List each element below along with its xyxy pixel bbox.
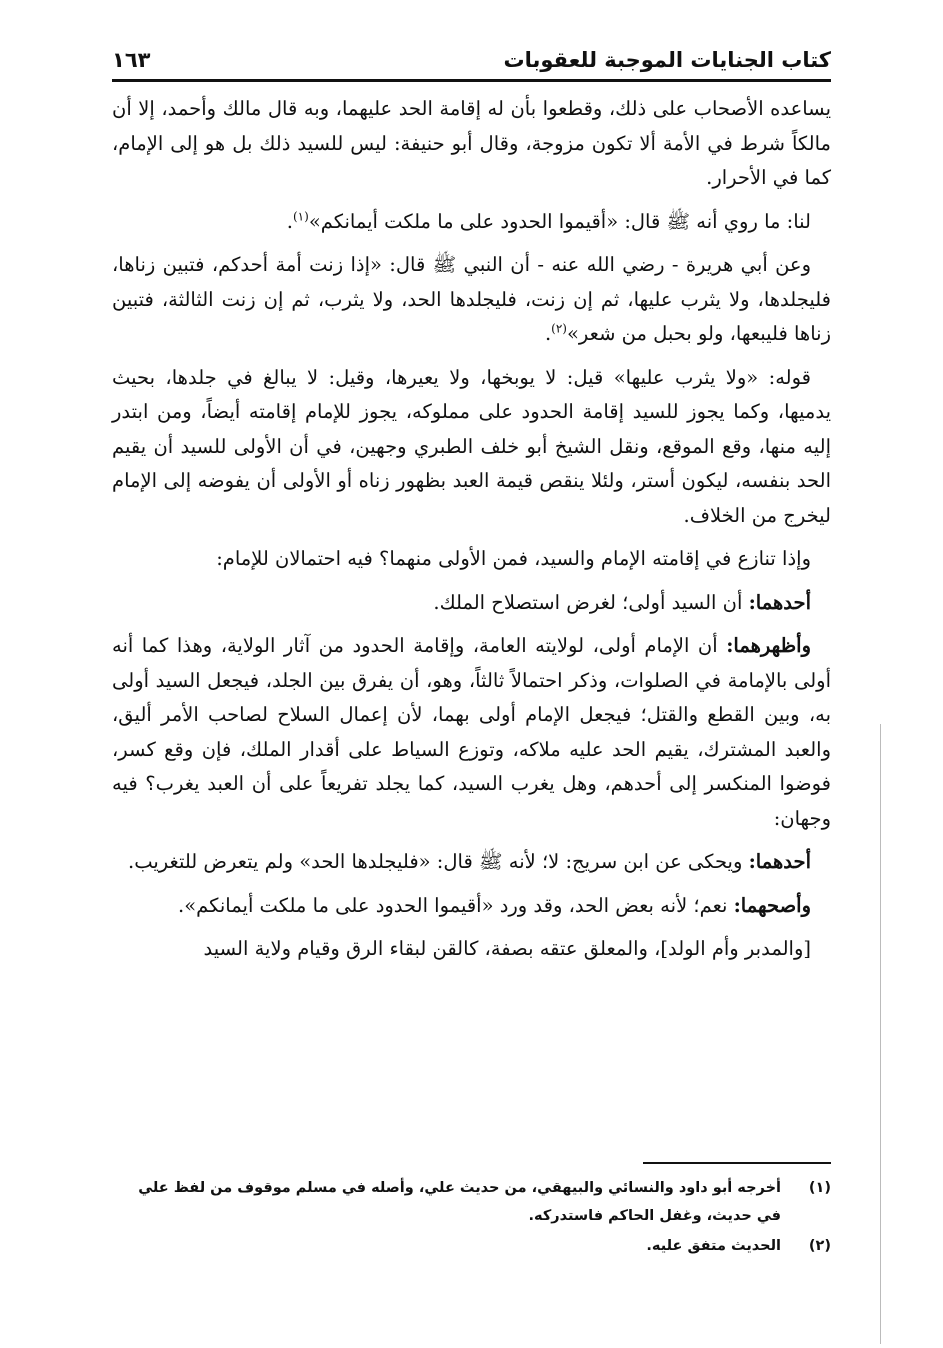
footnote-rule xyxy=(643,1162,831,1164)
paragraph-text: ويحكى عن ابن سريج: لا؛ لأنه ﷺ قال: «فليجلدها الحد» ولم يتعرض للتغريب. xyxy=(128,850,749,873)
paragraph-text: [والمدبر وأم الولد]، والمعلق عتقه بصفة، كالقن لبقاء الرق وقيام ولاية السيد xyxy=(203,937,811,960)
paragraph-text: لنا: ما روي أنه ﷺ قال: «أقيموا الحدود على ما ملكت أيمانكم» xyxy=(308,209,811,233)
paragraph-6 xyxy=(112,586,831,621)
paragraph-text: أن الإمام أولى، لولايته العامة، وإقامة الحدود من آثار الولاية، وهذا كما أنه أولى بالإمامة في الصلوات، وذكر احتمالاً ثالثاً، وهو، أن يفرق بين الجلد، فيجعل السيد أولى به، وبين القطع والقتل؛ فيجعل الإمام أولى بهما، لأن إعمال السلاح لصاحب الأمر أليق، والعبد المشترك، يقيم الحد عليه ملاكه، وتوزع السياط على أقدار الملك، فإن وقع كسر، فوضوا المنكسر إلى أحدهم، وهل يغرب السيد، كما يجلد تفريعاً على أن العبد يغرب؟ فيه وجهان: xyxy=(112,634,831,830)
paragraph-5 xyxy=(112,542,831,577)
footnote-text: أخرجه أبو داود والنسائي والبيهقي، من حديث علي، وأصله في مسلم موقوف من لفظ علي في حديث، وغفل الحاكم فاستدركه. xyxy=(138,1180,781,1224)
footnote-ref: (٢) xyxy=(551,321,567,336)
paragraph-2 xyxy=(112,205,831,240)
footnote-2 xyxy=(112,1232,831,1260)
paragraph-text: قوله: «ولا يثرب عليها» قيل: لا يوبخها، ولا يعيرها، وقيل: لا يبالغ في جلدها، بحيث يدميها، وكما يجوز للسيد إقامة الحدود على مملوكه، يجوز للإمام إقامته أيضاً، ومن ابتدر إليه منها، وقع الموقع، ونقل الشيخ أبو خلف الطبري وجهين، في أن الأولى للسيد أن يقيم الحد بنفسه، ليكون أستر، ولئلا ينقص قيمة العبد بظهور زناه أو الأولى أن يفوضه إلى الإمام ليخرج من الخلاف. xyxy=(112,365,831,527)
footnote-text: الحديث متفق عليه. xyxy=(646,1238,781,1254)
paragraph-tail: . xyxy=(286,209,293,233)
paragraph-lead: وأصحهما: xyxy=(733,893,811,917)
page-number: ١٦٣ xyxy=(112,48,151,72)
footnote-1 xyxy=(112,1174,831,1230)
paragraph-3 xyxy=(112,248,831,352)
paragraph-text: وإذا تنازع في إقامته الإمام والسيد، فمن الأولى منهما؟ فيه احتمالان للإمام: xyxy=(216,547,811,570)
paragraph-9 xyxy=(112,889,831,924)
footnote-number: (٢) xyxy=(808,1238,831,1254)
paragraph-text: يساعده الأصحاب على ذلك، وقطعوا بأن له إقامة الحد عليهما، وبه قال مالك وأحمد، إلا أن مالكاً شرط في الأمة ألا تكون مزوجة، وقال أبو حنيفة: ليس للسيد ذلك بل هو إلى الإمام، كما في الأحرار. xyxy=(112,97,831,189)
paragraph-1 xyxy=(112,92,831,196)
footnote-ref: (١) xyxy=(292,209,309,223)
paragraph-tail: . xyxy=(544,322,552,345)
main-text xyxy=(112,92,831,976)
header-rule xyxy=(112,79,831,82)
header-title: كتاب الجنايات الموجبة للعقوبات xyxy=(503,48,831,72)
running-header xyxy=(112,28,831,72)
paragraph-lead: أحدهما: xyxy=(748,590,811,614)
paragraph-10 xyxy=(112,932,831,967)
paragraph-lead: وأظهرهما: xyxy=(726,634,811,657)
paragraph-8 xyxy=(112,845,831,880)
footnotes xyxy=(112,1174,831,1262)
paragraph-lead: أحدهما: xyxy=(748,850,811,873)
paragraph-text: نعم؛ لأنه بعض الحد، وقد ورد «أقيموا الحدود على ما ملكت أيمانكم». xyxy=(178,893,734,917)
scan-margin-line xyxy=(880,724,881,1344)
paragraph-text: أن السيد أولى؛ لغرض استصلاح الملك. xyxy=(433,590,749,614)
paragraph-4 xyxy=(112,361,831,534)
footnote-number: (١) xyxy=(808,1180,831,1196)
paragraph-7 xyxy=(112,629,831,836)
paragraph-text: وعن أبي هريرة - رضي الله عنه - أن النبي ﷺ قال: «إذا زنت أمة أحدكم، فتبين زناها، فليجلدها، ولا يثرب عليها، ثم إن زنت، فليجلدها الحد، ولا يثرب، ثم إن زنت الثالثة، فتبين زناها فليبعها، ولو بحبل من شعر» xyxy=(112,253,832,345)
